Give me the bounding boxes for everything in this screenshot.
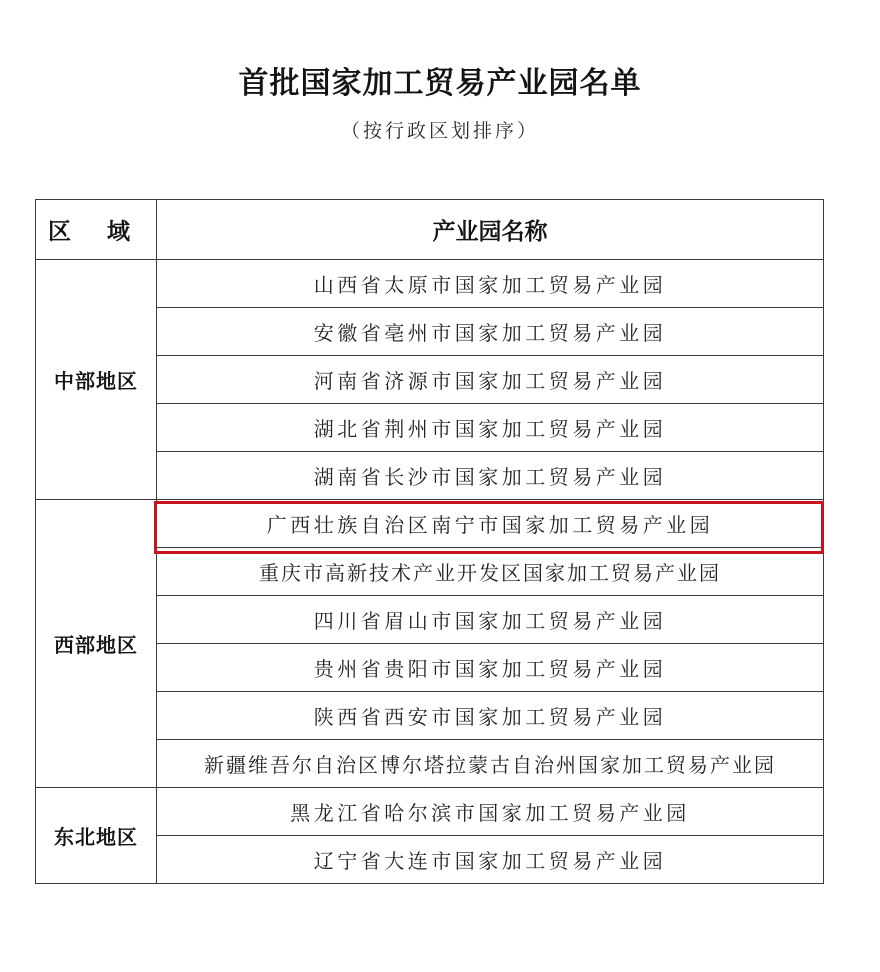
park-cell: 陕西省西安市国家加工贸易产业园 xyxy=(157,692,824,740)
park-cell: 黑龙江省哈尔滨市国家加工贸易产业园 xyxy=(157,788,824,836)
region-cell-northeast: 东北地区 xyxy=(36,788,157,884)
park-cell: 湖南省长沙市国家加工贸易产业园 xyxy=(157,452,824,500)
park-cell: 重庆市高新技术产业开发区国家加工贸易产业园 xyxy=(157,548,824,596)
table-row xyxy=(36,500,824,548)
document-title: 首批国家加工贸易产业园名单 xyxy=(238,66,642,101)
document-subtitle: （按行政区划排序） xyxy=(340,120,539,142)
park-cell: 新疆维吾尔自治区博尔塔拉蒙古自治州国家加工贸易产业园 xyxy=(157,740,824,788)
table-row xyxy=(36,788,824,836)
park-cell: 贵州省贵阳市国家加工贸易产业园 xyxy=(157,644,824,692)
park-cell: 安徽省亳州市国家加工贸易产业园 xyxy=(157,308,824,356)
region-column-header: 区 域 xyxy=(36,200,157,260)
park-name-column-header: 产业园名称 xyxy=(157,200,824,260)
region-cell-central: 中部地区 xyxy=(36,260,157,500)
park-cell: 辽宁省大连市国家加工贸易产业园 xyxy=(157,836,824,884)
park-list-table xyxy=(35,199,824,884)
table-row xyxy=(36,260,824,308)
park-cell-highlighted: 广西壮族自治区南宁市国家加工贸易产业园 xyxy=(157,500,824,548)
park-cell: 湖北省荆州市国家加工贸易产业园 xyxy=(157,404,824,452)
park-cell: 四川省眉山市国家加工贸易产业园 xyxy=(157,596,824,644)
park-cell: 山西省太原市国家加工贸易产业园 xyxy=(157,260,824,308)
table-header-row xyxy=(36,200,824,260)
park-cell: 河南省济源市国家加工贸易产业园 xyxy=(157,356,824,404)
region-cell-western: 西部地区 xyxy=(36,500,157,788)
